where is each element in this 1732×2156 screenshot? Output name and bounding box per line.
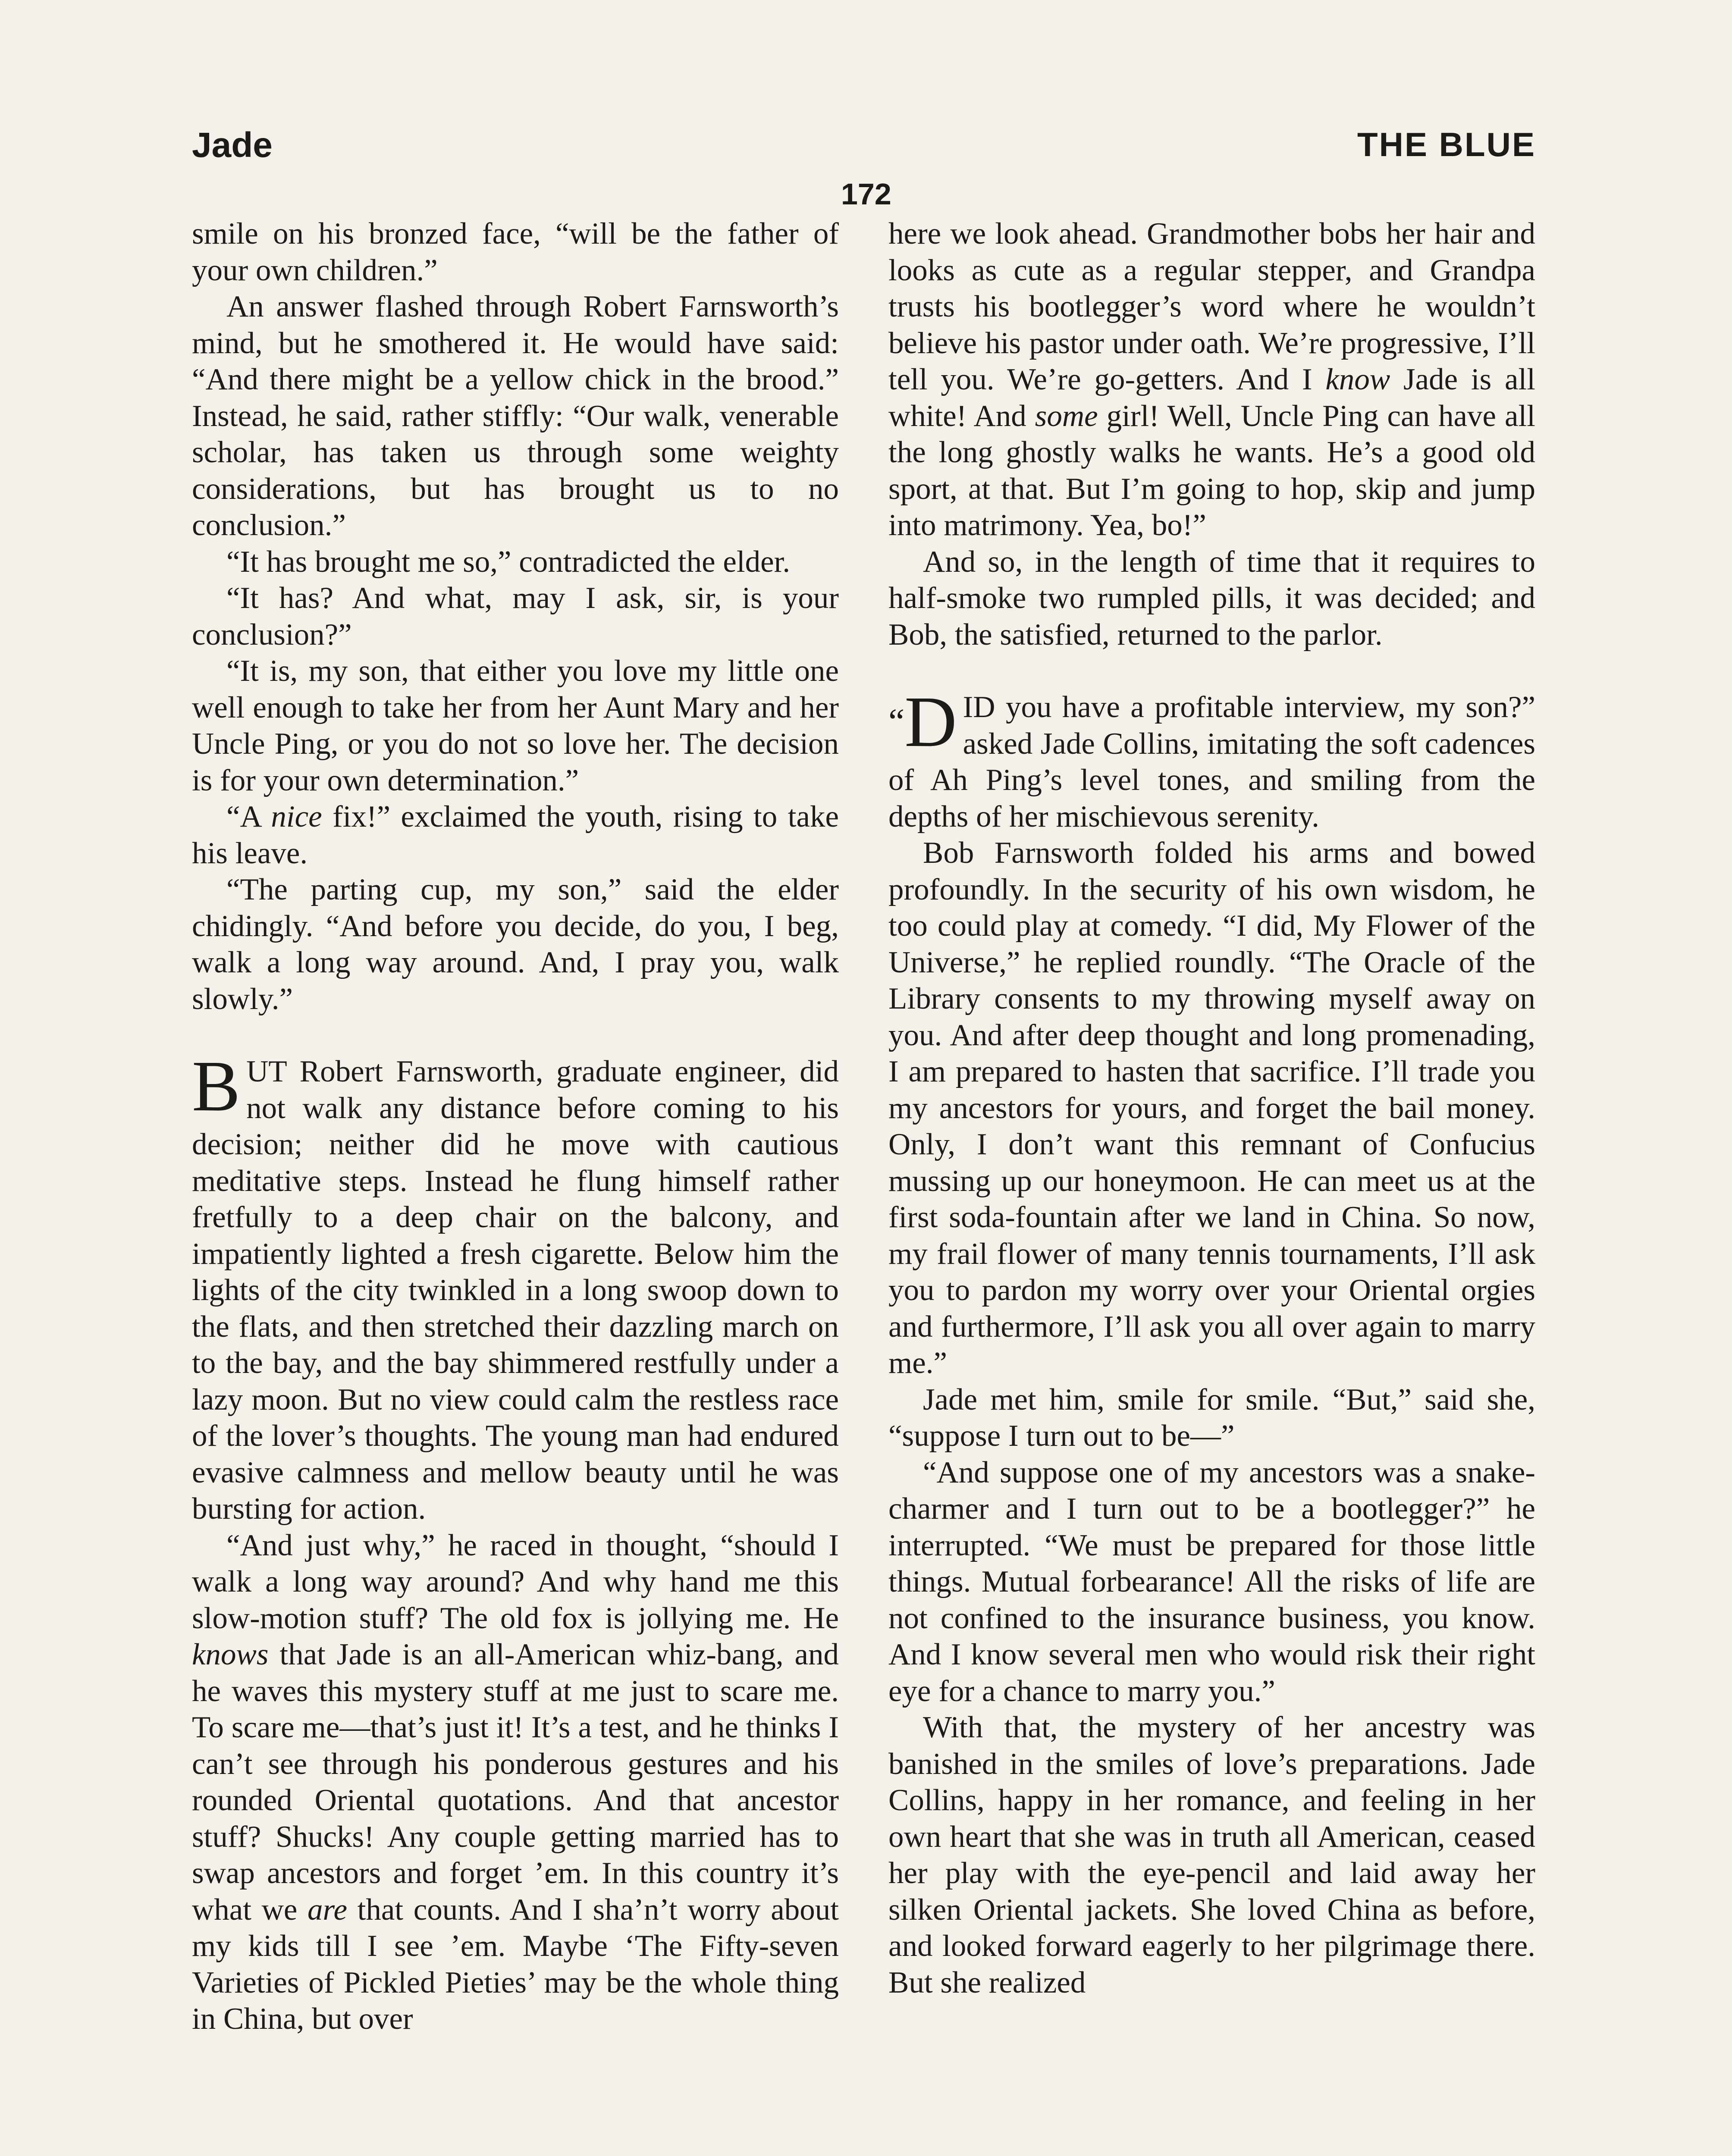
- paragraph: And so, in the length of time that it requires to half-smoke two rumpled pills, it was decided; and Bob, the satisfied, returned to the parlor.: [888, 545, 1535, 652]
- emphasis: are: [307, 1893, 348, 1927]
- emphasis: knows: [192, 1638, 269, 1671]
- text-run: “A: [226, 800, 271, 834]
- running-head-title: Jade: [192, 125, 273, 165]
- paragraph: “It has brought me so,” contradicted the elder.: [226, 545, 791, 579]
- paragraph: With that, the mystery of her ancestry was banished in the smiles of love’s preparations. Jade Collins, happy in her romance, and feeling in her own heart that she was in truth all American, ceased her play with the eye-pencil and laid away her silken Oriental jackets. She loved China as before, and looked forward eagerly to her pilgrimage there. But she realized: [888, 1711, 1535, 1999]
- paragraph: [192, 799, 839, 871]
- section-paragraph: [888, 682, 1535, 835]
- paragraph: [192, 1527, 839, 2037]
- text-run: that Jade is an all-American whiz-bang, and he waves this mystery stuff at me just to scare me. To scare me—that’s just it! It’s a test, and he thinks I can’t see through his ponderous gestures and his rounded Oriental quotations. And that ancestor stuff? Shucks! Any couple getting married has to swap ancestors and forget ’em. In this country it’s what we: [192, 1638, 839, 1927]
- text-run: UT Robert Farnsworth, graduate engineer, did not walk any distance before coming to his decision; neither did he move with cautious meditative steps. Instead he flung himself rather fretfully to a deep chair on the balcony, and impatiently lighted a fresh cigarette. Below him the lights of the city twinkled in a long swoop down to the flats, and then stretched their dazzling march on to the bay, and the bay shimmered restfully under a lazy moon. But no view could calm the restless race of the lover’s thoughts. The young man had endured evasive calmness and mellow beauty until he was bursting for action.: [192, 1055, 839, 1526]
- page-number: 172: [841, 177, 891, 211]
- drop-cap: [888, 682, 957, 762]
- drop-cap: B: [192, 1046, 241, 1126]
- section-paragraph: [192, 1046, 839, 1527]
- text-run: here we look ahead. Grandmother bobs her hair and looks as cute as a regular stepper, and Grandpa trusts his bootlegger’s word where he wouldn’t believe his pastor under oath. We’re progressive, I’ll tell you. We’re go-getters. And I: [888, 217, 1535, 396]
- text-run: ID you have a profitable interview, my son?” asked Jade Collins, imitating the soft cadences of Ah Ping’s level tones, and smiling from the depths of her mischievous serenity.: [888, 690, 1535, 834]
- emphasis: know: [1325, 363, 1390, 396]
- left-column: [192, 216, 839, 2156]
- text-run: Jade is all white! And: [888, 363, 1535, 433]
- paragraph: “It has? And what, may I ask, sir, is your conclusion?”: [192, 581, 839, 652]
- emphasis: nice: [271, 800, 322, 834]
- paragraph: [888, 216, 1535, 544]
- text-run: girl! Well, Uncle Ping can have all the long ghostly walks he wants. He’s a good old sport, at that. But I’m going to hop, skip and jump into matrimony. Yea, bo!”: [888, 399, 1535, 542]
- paragraph: “The parting cup, my son,” said the elder chidingly. “And before you decide, do you, I beg, walk a long way around. And, I pray you, walk slowly.”: [192, 873, 839, 1016]
- paragraph: “And suppose one of my ancestors was a snake-charmer and I turn out to be a bootlegger?” he interrupted. “We must be prepared for those little things. Mutual forbearance! All the risks of life are not confined to the insurance business, you know. And I know several men who would risk their right eye for a chance to marry you.”: [888, 1455, 1535, 1708]
- emphasis: some: [1035, 399, 1098, 433]
- text-run: that counts. And I sha’n’t worry about my kids till I see ’em. Maybe ‘The Fifty-seven Varieties of Pickled Pieties’ may be the whole thing in China, but over: [192, 1893, 839, 2036]
- drop-cap-quote: “: [888, 702, 905, 742]
- paragraph: Jade met him, smile for smile. “But,” said she, “suppose I turn out to be—”: [888, 1382, 1535, 1453]
- paragraph: “It is, my son, that either you love my little one well enough to take her from her Aunt Mary and her Uncle Ping, or you do not so love her. The decision is for your own determination.”: [192, 654, 839, 797]
- paragraph: An answer flashed through Robert Farnsworth’s mind, but he smothered it. He would have said: “And there might be a yellow chick in the brood.” Instead, he said, rather stiffly: “Our walk, venerable scholar, has taken us through some weighty considerations, but has brought us to no conclusion.”: [192, 290, 839, 542]
- text-run: fix!” exclaimed the youth, rising to take his leave.: [192, 800, 839, 870]
- running-head-magazine: THE BLUE: [1357, 125, 1536, 163]
- text-run: “And just why,” he raced in thought, “should I walk a long way around? And why hand me this slow-motion stuff? The old fox is jollying me. He: [192, 1528, 839, 1635]
- paragraph: Bob Farnsworth folded his arms and bowed profoundly. In the security of his own wisdom, he too could play at comedy. “I did, My Flower of the Universe,” he replied roundly. “The Oracle of the Library consents to my throwing myself away on you. And after deep thought and long promenading, I am prepared to hasten that sacrifice. I’ll trade you my ancestors for yours, and forget the bail money. Only, I don’t want this remnant of Confucius mussing up our honeymoon. He can meet us at the first soda-fountain after we land in China. So now, my frail flower of many tennis tournaments, I’ll ask you to pardon my worry over your Oriental orgies and furthermore, I’ll ask you all over again to marry me.”: [888, 836, 1535, 1380]
- right-column: [888, 216, 1535, 2156]
- paragraph: smile on his bronzed face, “will be the father of your own children.”: [192, 217, 839, 287]
- drop-cap-letter: D: [904, 682, 957, 762]
